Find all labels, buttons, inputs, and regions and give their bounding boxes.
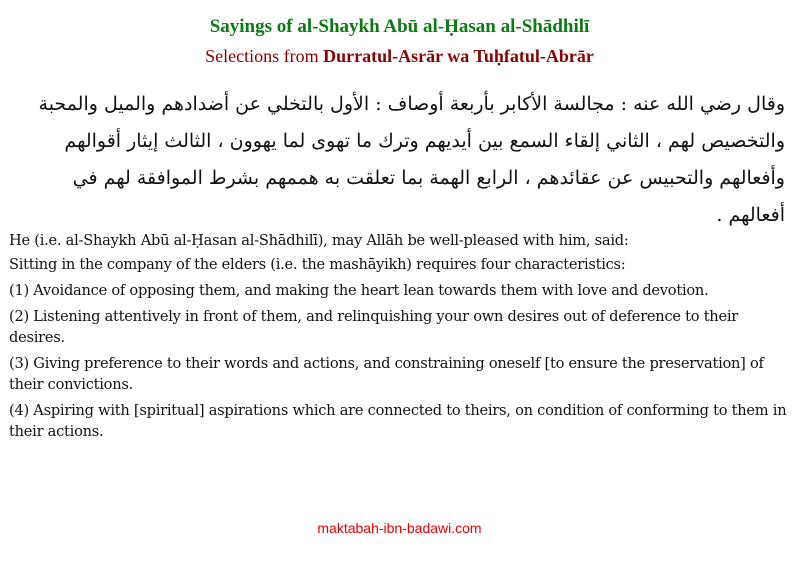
subtitle-prefix: Selections from xyxy=(205,46,324,66)
footer-site-link[interactable]: maktabah-ibn-badawi.com xyxy=(317,520,482,536)
page-title: Sayings of al-Shaykh Abū al-Ḥasan al-Shādhilī xyxy=(209,16,590,37)
translation-point-1: (1) Avoidance of opposing them, and making the heart lean towards them with love and devotion. xyxy=(9,282,709,299)
translation-intro: He (i.e. al-Shaykh Abū al-Ḥasan al-Shādhilī), may Allāh be well-pleased with him, said: xyxy=(9,232,629,249)
translation-lead: Sitting in the company of the elders (i.e. the mashāyikh) requires four characteristics: xyxy=(9,256,626,273)
book-title: Durratul-Asrār wa Tuḥfatul-Abrār xyxy=(323,46,594,66)
translation-point-2: (2) Listening attentively in front of them, and relinquishing your own desires out of deference to their desires. xyxy=(9,308,738,346)
english-translation xyxy=(9,230,789,447)
arabic-text: وقال رضي الله عنه : مجالسة الأكابر بأربعة أوصاف : الأول بالتخلي عن أضدادهم والميل والمحبة والتخصيص لهم ، الثاني إلقاء السمع بين أيديهم وترك ما تهوى لما يهوون ، الثالث إيثار أقوالهم وأفعالهم والتحبيس عن عقائدهم ، الرابع الهمة بما تعلقت به هممهم بشرط الموافقة لهم في أفعالهم . xyxy=(38,93,785,226)
page-subtitle xyxy=(0,46,799,67)
translation-point-3: (3) Giving preference to their words and actions, and constraining oneself [to ensure the preservation] of their convictions. xyxy=(9,355,764,393)
translation-point-4: (4) Aspiring with [spiritual] aspirations which are connected to theirs, on condition of conforming to them in their actions. xyxy=(9,402,787,440)
